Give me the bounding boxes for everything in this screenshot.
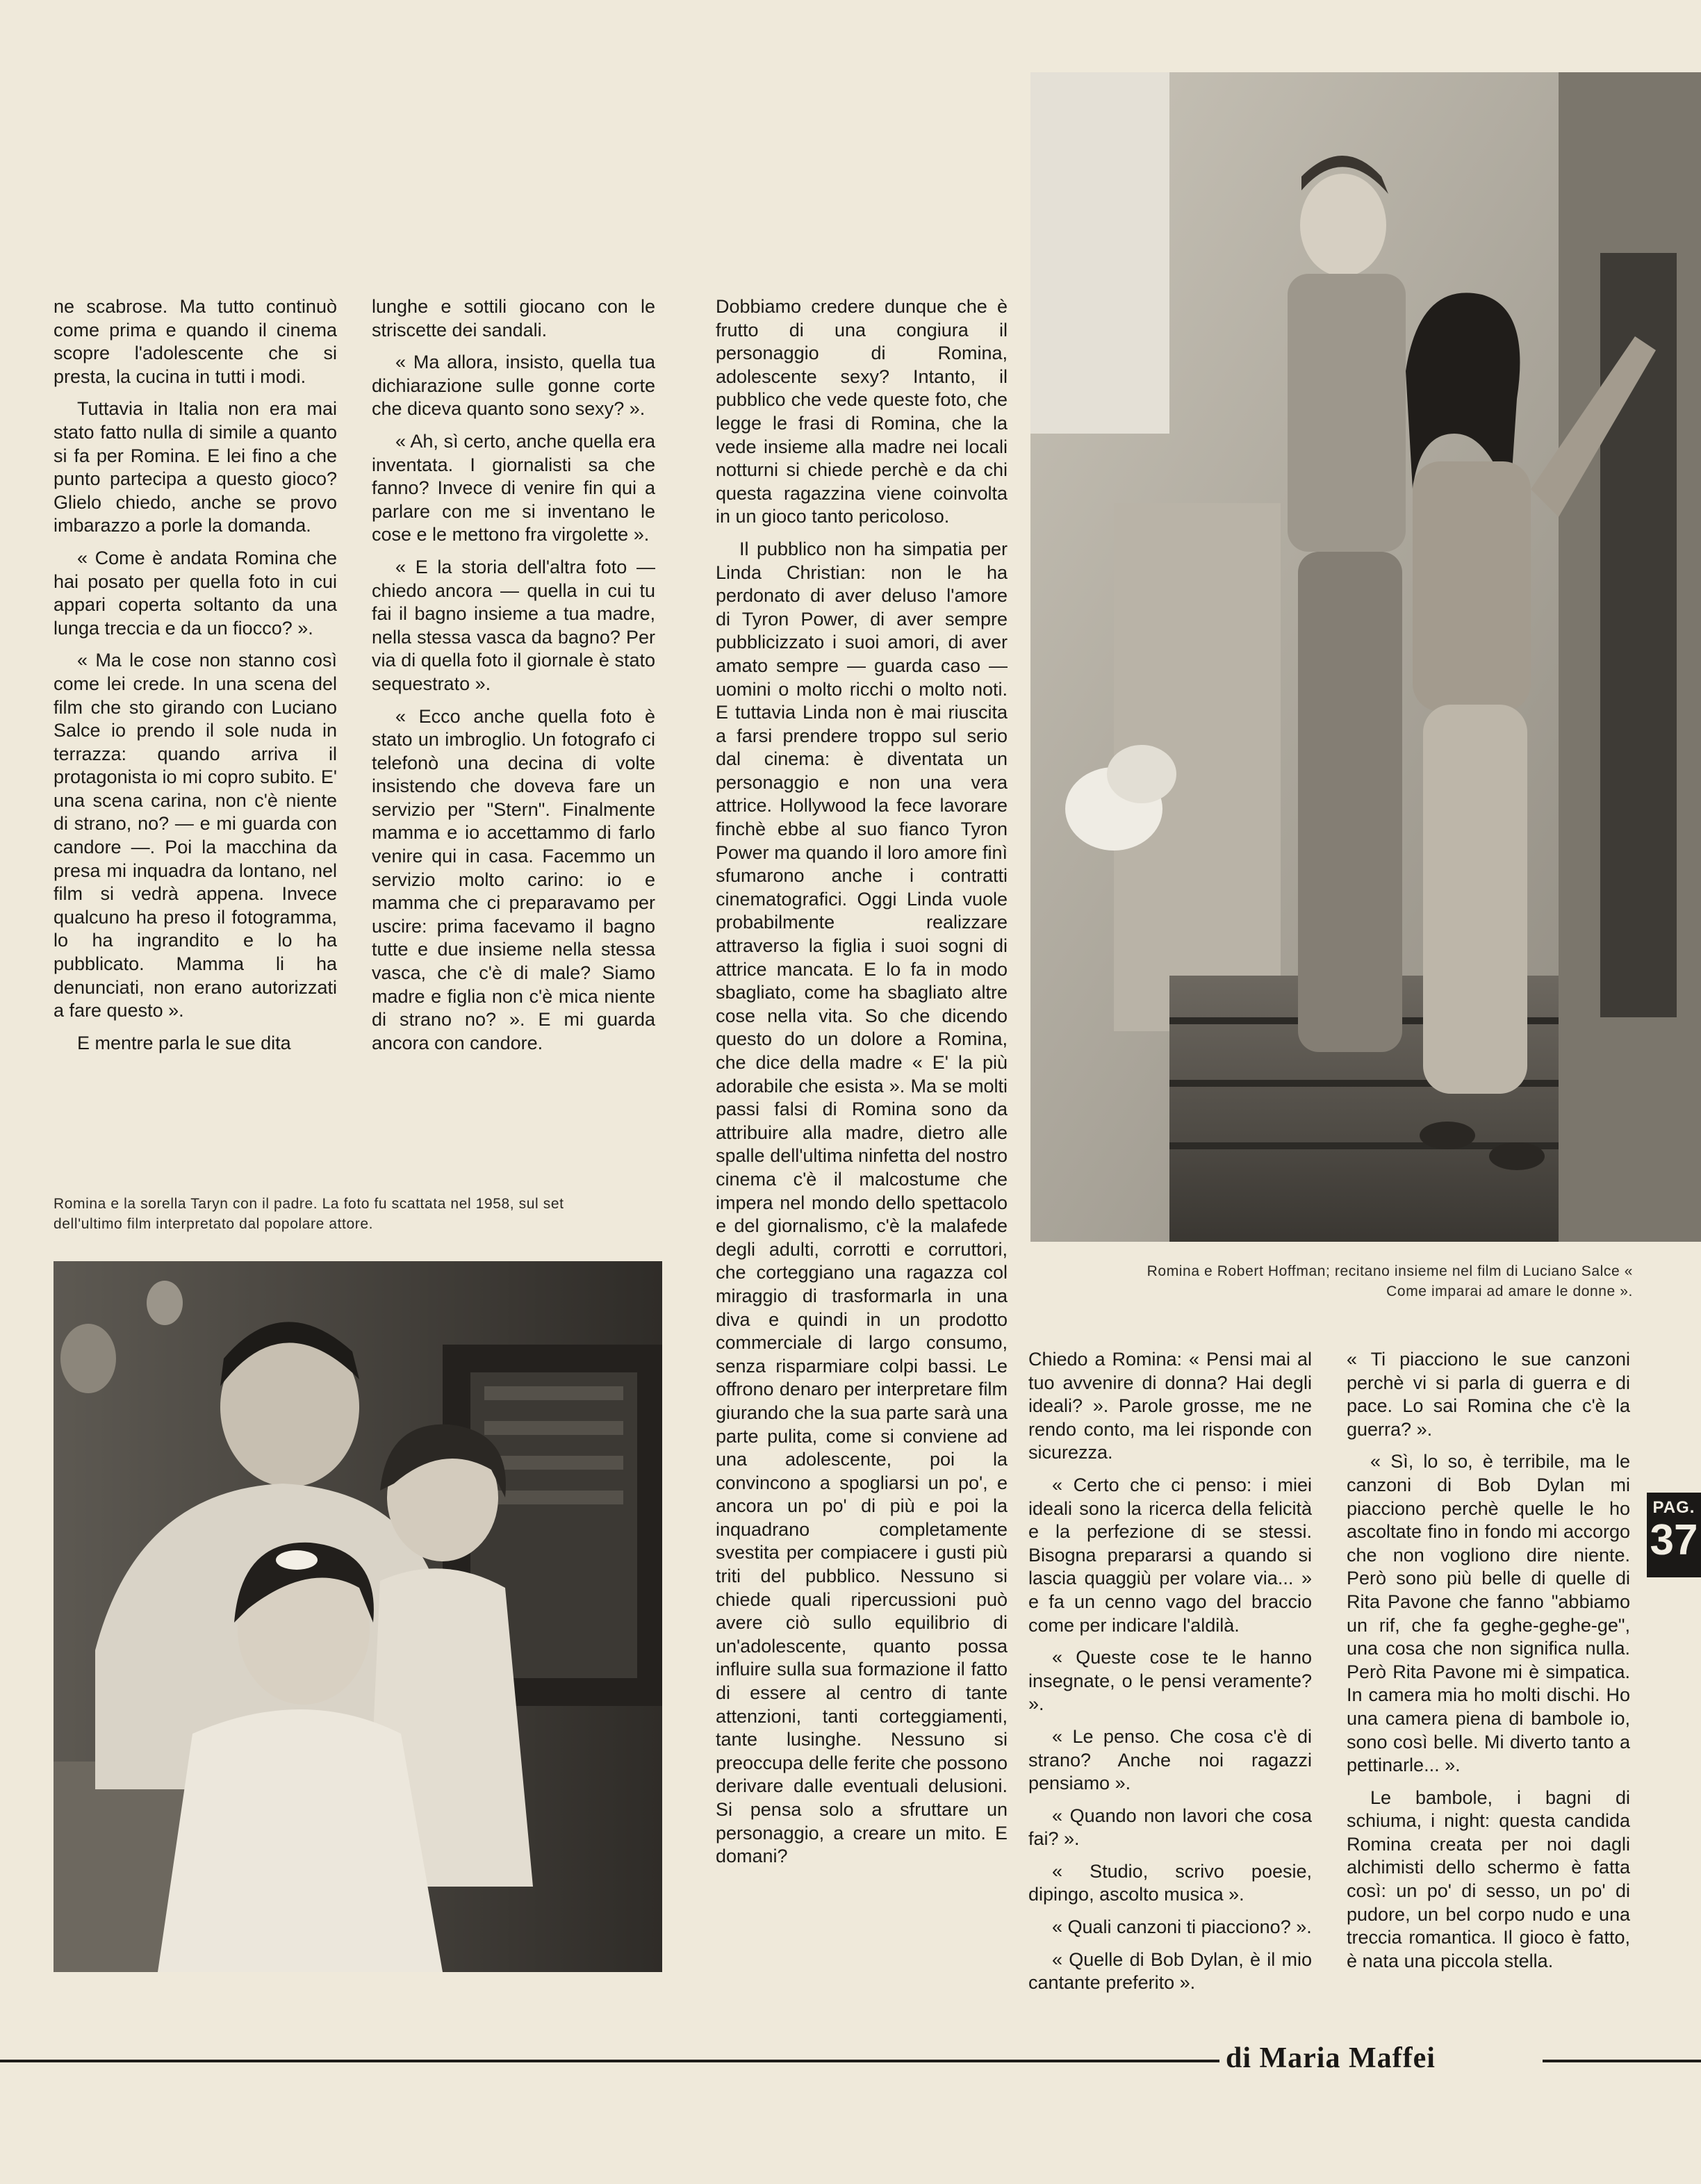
col3-paragraph-2: Il pubblico non ha simpatia per Linda Christian: non le ha perdonato di aver deluso l'amore di Tyron Power, di aver sempre pubblicizzato i suoi amori, di aver amato sempre — guarda caso — uomini o molto ricchi o molto noti. E tuttavia Linda non è mai riuscita a farsi prendere troppo sul serio dal cinema: è diventata un personaggio e non una vera attrice. Hollywood la fece lavorare finchè ebbe al suo fianco Tyron Power ma quando il loro amore finì sfumarono anche i contratti cinematografici. Oggi Linda vuole probabilmente realizzare attraverso la figlia i suoi sogni di attrice mancata. E lo fa in modo sbagliato, come ha sbagliato altre cose nella vita. So che dicendo questo do un dolore a Romina, che dice della madre « E' la più adorabile che esista ». Ma se molti passi falsi di Romina sono da attribuire alla madre, dietro alle spalle dell'ultima ninfetta del nostro cinema c'è il malcostume che impera nel mondo dello spettacolo e del giornalismo, c'è la malafede degli adulti, corrotti e corruttori, che corteggiano una ragazza col miraggio di trasformarla in una diva e quindi in un prodotto commerciale di largo consumo, senza risparmiare colpi bassi. Le offrono denaro per interpretare film giurando che la sua parte sarà una parte pulita, come si conviene ad una adolescente, poi la convincono a spogliarsi un po', e ancora un po' di più e poi la inquadrano completamente svestita per compiacere i gusti più triti del pubblico. Nessuno si chiede quali ripercussioni può avere ciò sullo equilibrio di un'adolescente, quanto possa influire sulla sua formazione il fatto di essere al centro di tante attenzioni, tanti corteggiamenti, tante lusinghe. Nessuno si preoccupa delle ferite che possono derivare dalle eventuali delusioni. Si pensa solo a sfruttare un personaggio, a creare un mito. E domani?	[716, 538, 1008, 1867]
caption-left-photo: Romina e la sorella Taryn con il padre. La foto fu scattata nel 1958, sul set dell'ultimo film interpretato dal popolare attore.	[54, 1196, 564, 1232]
photo-romina-robert-hoffman	[1030, 72, 1701, 1242]
byline: di Maria Maffei	[1226, 2042, 1436, 2074]
article-column-5	[1347, 1348, 1630, 1982]
article-column-1	[54, 295, 337, 1064]
article-column-2	[372, 295, 655, 1064]
col4-paragraph-4: « Le penso. Che cosa c'è di strano? Anche noi ragazzi pensiamo ».	[1028, 1725, 1312, 1794]
article-column-4	[1028, 1348, 1312, 2004]
col1-paragraph-2: Tuttavia in Italia non era mai stato fatto nulla di simile a quanto si fa per Romina. E lei fino a che punto partecipa a questo gioco? Glielo chiedo, anche se provo imbarazzo a porle la domanda.	[54, 398, 337, 536]
col2-paragraph-2: « Ma allora, insisto, quella tua dichiarazione sulle gonne corte che diceva quanto sono sexy? ».	[372, 352, 655, 420]
col5-paragraph-1: « Ti piacciono le sue canzoni perchè vi si parla di guerra e di pace. Lo sai Romina che c'è la guerra? ».	[1347, 1349, 1630, 1440]
col4-paragraph-8: « Quelle di Bob Dylan, è il mio cantante preferito ».	[1028, 1948, 1312, 1994]
col2-paragraph-4: « E la storia dell'altra foto — chiedo ancora — quella in cui tu fai il bagno insieme a tua madre, nella stessa vasca da bagno? Per via di quella foto il giornale è stato sequestrato ».	[372, 556, 655, 694]
bottom-rule-right	[1543, 2060, 1701, 2062]
col4-paragraph-5: « Quando non lavori che cosa fai? ».	[1028, 1805, 1312, 1850]
col2-paragraph-5: « Ecco anche quella foto è stato un imbroglio. Un fotografo ci telefonò una decina di volte insistendo che doveva fare un servizio per "Stern". Finalmente mamma e io accettammo di farlo venire qui in casa. Facemmo un servizio molto carino: io e mamma che ci preparavamo per uscire: prima facevamo il bagno tutte e due insieme nella stessa vasca, che c'è di male? Siamo madre e figlia non c'è mica niente di strano no? ». E mi guarda ancora con candore.	[372, 705, 655, 1053]
col5-paragraph-3: Le bambole, i bagni di schiuma, i night: questa candida Romina creata per noi dagli alchimisti dello schermo è fatta così: un po' di sesso, un po' di pudore, un bel corpo nudo e una treccia romantica. Il gioco è fatto, è nata una piccola stella.	[1347, 1787, 1630, 1971]
col3-paragraph-1: Dobbiamo credere dunque che è frutto di una congiura il personaggio di Romina, adolescente sexy? Intanto, il pubblico che vede queste foto, che legge le frasi di Romina, che la vede insieme alla madre nei locali notturni si chiede perchè e da chi questa ragazzina viene coinvolta in un gioco tanto pericoloso.	[716, 296, 1008, 527]
col1-paragraph-1: ne scabrose. Ma tutto continuò come prima e quando il cinema scopre l'adolescente che si presta, la cucina in tutti i modi.	[54, 296, 337, 387]
col4-paragraph-3: « Queste cose te le hanno insegnate, o le pensi veramente? ».	[1028, 1647, 1312, 1715]
col1-paragraph-5: E mentre parla le sue dita	[77, 1032, 291, 1053]
col1-paragraph-3: « Come è andata Romina che hai posato per quella foto in cui appari coperta soltanto da una lunga treccia e da un fiocco? ».	[54, 547, 337, 639]
col4-paragraph-7: « Quali canzoni ti piacciono? ».	[1052, 1916, 1312, 1938]
photo-romina-taryn-father	[54, 1261, 662, 1972]
col1-paragraph-4: « Ma le cose non stanno così come lei crede. In una scena del film che sto girando con Luciano Salce io prendo il sole nuda in terrazza: quando arriva il protagonista io mi copro subito. E' una scena carina, non c'è niente di strano, no? — e mi guarda con candore —. Poi la macchina da presa mi inquadra da lontano, nel film si vedrà appena. Invece qualcuno ha preso il fotogramma, lo ha ingrandito e lo ha pubblicato. Mamma li ha denunciati, non erano autorizzati a fare questo ».	[54, 650, 337, 1021]
article-column-3	[716, 295, 1008, 1878]
col4-paragraph-1: Chiedo a Romina: « Pensi mai al tuo avvenire di donna? Hai degli ideali? ». Parole grosse, me ne rendo conto, ma lei risponde con sicurezza.	[1028, 1349, 1312, 1463]
bottom-rule-left	[0, 2060, 1219, 2062]
page-label: PAG.	[1652, 1498, 1695, 1517]
col2-paragraph-3: « Ah, sì certo, anche quella era inventata. I giornalisti sa che fanno? Invece di venire fin qui a parlare con me si inventano le cose e le mettono fra virgolette ».	[372, 430, 655, 545]
col2-paragraph-1: lunghe e sottili giocano con le striscette dei sandali.	[372, 296, 655, 340]
col4-paragraph-2: « Certo che ci penso: i miei ideali sono la ricerca della felicità e la perfezione di se stessi. Bisogna prepararsi a quando si lascia quaggiù per volare via... » e fa un cenno vago del braccio come per indicare l'aldilà.	[1028, 1474, 1312, 1636]
page-number-tab	[1647, 1493, 1701, 1577]
col5-paragraph-2: « Sì, lo so, è terribile, ma le canzoni di Bob Dylan mi piacciono perchè quelle le ho ascoltate fino in fondo mi accorgo che non vogliono dire niente. Però sono più belle di quelle di Rita Pavone che fanno "abbiamo un rif, che fa geghe-geghe-ge", una cosa che non significa nulla. Però Rita Pavone mi è simpatica. In camera mia ho molti dischi. Ho una camera piena di bambole io, sono così belle. Mi diverto tanto a pettinarle... ».	[1347, 1451, 1630, 1776]
caption-right-photo: Romina e Robert Hoffman; recitano insieme nel film di Luciano Salce « Come imparai ad amare le donne ».	[1147, 1263, 1633, 1299]
page-number: 37	[1650, 1516, 1698, 1564]
col4-paragraph-6: « Studio, scrivo poesie, dipingo, ascolto musica ».	[1028, 1860, 1312, 1905]
